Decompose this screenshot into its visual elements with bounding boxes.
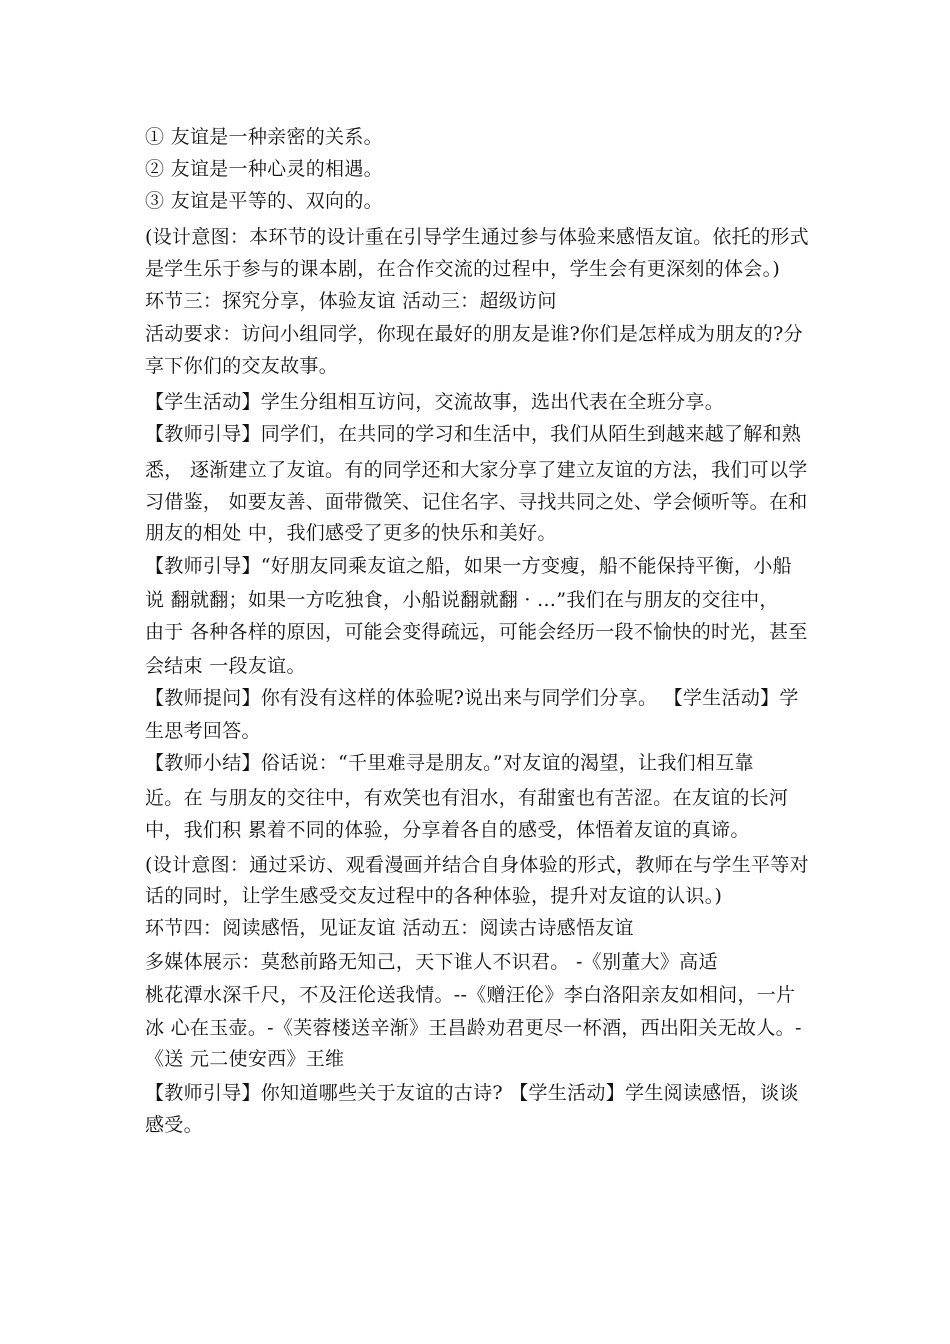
text-line: 习借鉴， 如要友善、面带微笑、记住名字、寻找共同之处、学会倾听等。在和 bbox=[145, 491, 808, 513]
section-heading: 环节四：阅读感悟，见证友谊 活动五：阅读古诗感悟友谊 bbox=[145, 917, 634, 939]
text-line: ① 友谊是一种亲密的关系。 bbox=[145, 126, 383, 148]
text-line: 生思考回答。 bbox=[145, 720, 261, 742]
text-line: 【教师引导】你知道哪些关于友谊的古诗? 【学生活动】学生阅读感悟，谈谈 bbox=[145, 1082, 799, 1104]
text-line: 是学生乐于参与的课本剧，在合作交流的过程中，学生会有更深刻的体会。) bbox=[145, 258, 781, 280]
text-line: 【教师小结】俗话说：“千里难寻是朋友。”对友谊的渴望，让我们相互靠 bbox=[145, 752, 754, 774]
text-line: 【学生活动】学生分组相互访问，交流故事，选出代表在全班分享。 bbox=[145, 391, 725, 413]
text-line: 近。在 与朋友的交往中，有欢笑也有泪水，有甜蜜也有苦涩。在友谊的长河 bbox=[145, 787, 789, 809]
text-line: ③ 友谊是平等的、双向的。 bbox=[145, 190, 383, 212]
text-line: ② 友谊是一种心灵的相遇。 bbox=[145, 158, 383, 180]
text-line: 享下你们的交友故事。 bbox=[145, 355, 339, 377]
text-line: 活动要求：访问小组同学，你现在最好的朋友是谁?你们是怎样成为朋友的?分 bbox=[145, 323, 803, 345]
text-line: 说 翻就翻；如果一方吃独食，小船说翻就翻 · …”我们在与朋友的交往中， bbox=[145, 589, 779, 611]
section-heading: 环节三：探究分享，体验友谊 活动三：超级访问 bbox=[145, 290, 557, 312]
text-line: 中，我们积 累着不同的体验，分享着各自的感受，体悟着友谊的真谛。 bbox=[145, 819, 750, 841]
text-line: 《送 元二使安西》王维 bbox=[145, 1048, 345, 1070]
text-line: 桃花潭水深千尺，不及汪伦送我情。--《赠汪伦》李白洛阳亲友如相问，一片 bbox=[145, 984, 796, 1006]
text-line: 感受。 bbox=[145, 1114, 203, 1136]
text-line: (设计意图：通过采访、观看漫画并结合自身体验的形式，教师在与学生平等对 bbox=[145, 854, 809, 876]
text-line: 会结束 一段友谊。 bbox=[145, 655, 306, 677]
text-line: 多媒体展示：莫愁前路无知己，天下谁人不识君。 -《别董大》高适 bbox=[145, 951, 718, 973]
text-line: 朋友的相处 中，我们感受了更多的快乐和美好。 bbox=[145, 522, 557, 544]
text-line: 话的同时，让学生感受交友过程中的各种体验，提升对友谊的认识。) bbox=[145, 885, 723, 907]
text-line: 冰 心在玉壶。-《芙蓉楼送辛渐》王昌龄劝君更尽一杯酒，西出阳关无故人。- bbox=[145, 1017, 802, 1039]
text-line: 【教师引导】同学们，在共同的学习和生活中，我们从陌生到越来越了解和熟 bbox=[145, 423, 802, 445]
text-line: (设计意图：本环节的设计重在引导学生通过参与体验来感悟友谊。依托的形式 bbox=[145, 226, 809, 248]
text-line: 由于 各种各样的原因，可能会变得疏远，可能会经历一段不愉快的时光，甚至 bbox=[145, 621, 808, 643]
text-line: 【教师引导】“好朋友同乘友谊之船，如果一方变瘦，船不能保持平衡，小船 bbox=[145, 555, 792, 577]
text-line: 悉， 逐渐建立了友谊。有的同学还和大家分享了建立友谊的方法，我们可以学 bbox=[145, 459, 808, 481]
text-line: 【教师提问】你有没有这样的体验呢?说出来与同学们分享。 【学生活动】学 bbox=[145, 687, 799, 709]
